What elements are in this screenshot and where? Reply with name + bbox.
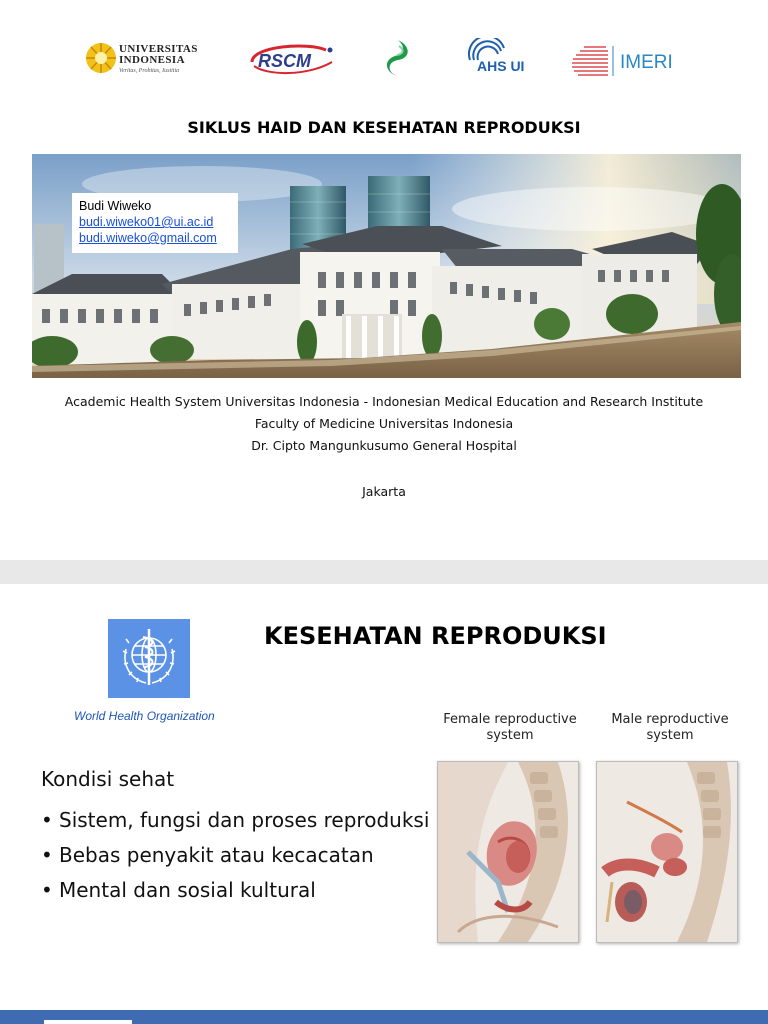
condition-heading: Kondisi sehat bbox=[41, 767, 175, 791]
ui-logo-name-2: INDONESIA bbox=[119, 54, 185, 66]
slide-1-title: SIKLUS HAID DAN KESEHATAN REPRODUKSI bbox=[187, 118, 581, 137]
author-email-link-2[interactable]: budi.wiweko@gmail.com bbox=[79, 231, 217, 245]
female-caption-line-2: system bbox=[486, 728, 534, 743]
female-caption-line-1: Female reproductive bbox=[443, 712, 577, 727]
hospital-banner-image bbox=[32, 154, 741, 378]
ui-logo-name-1: UNIVERSITAS bbox=[119, 43, 198, 55]
next-slide-logo-chip bbox=[44, 1020, 132, 1024]
bullet-item: • Sistem, fungsi dan proses reproduksi bbox=[41, 808, 430, 832]
rscm-logo-text: RSCM bbox=[258, 51, 311, 71]
bullet-item-text: Sistem, fungsi dan proses reproduksi bbox=[59, 808, 430, 832]
male-caption-line-2: system bbox=[646, 728, 694, 743]
condition-bullet-list bbox=[41, 803, 429, 908]
female-reproductive-illustration bbox=[437, 761, 579, 943]
imeri-logo-text: IMERI bbox=[620, 52, 673, 73]
imeri-logo bbox=[570, 44, 674, 78]
affiliation-line-1: Academic Health System Universitas Indonesia - Indonesian Medical Education and Research Institute bbox=[64, 394, 704, 409]
ui-logo-tagline: Veritas, Probitas, Iustitia bbox=[119, 68, 180, 74]
bullet-item: • Bebas penyakit atau kecacatan bbox=[41, 843, 374, 867]
ui-emblem-icon bbox=[85, 40, 117, 76]
green-logo bbox=[383, 38, 413, 78]
affiliation-line-3: Dr. Cipto Mangunkusumo General Hospital bbox=[251, 438, 517, 453]
affiliation-city: Jakarta bbox=[362, 484, 406, 499]
imeri-lines-icon bbox=[570, 44, 614, 78]
affiliation-line-2: Faculty of Medicine Universitas Indonesia bbox=[254, 416, 514, 431]
rscm-logo bbox=[248, 40, 338, 78]
ahs-ui-logo bbox=[464, 38, 532, 80]
ui-logo bbox=[85, 40, 205, 78]
slide-2-title: KESEHATAN REPRODUKSI bbox=[264, 622, 607, 650]
bullet-item: • Mental dan sosial kultural bbox=[41, 878, 316, 902]
author-info-box bbox=[72, 193, 238, 253]
bullet-item-text: Bebas penyakit atau kecacatan bbox=[59, 843, 374, 867]
author-name: Budi Wiweko bbox=[79, 199, 152, 213]
male-caption bbox=[603, 712, 737, 744]
bullet-item-text: Mental dan sosial kultural bbox=[59, 878, 316, 902]
ahs-ui-logo-text: AHS UI bbox=[477, 58, 525, 74]
female-caption bbox=[440, 712, 580, 744]
author-email-link-1[interactable]: budi.wiweko01@ui.ac.id bbox=[79, 215, 214, 229]
who-emblem-icon bbox=[108, 619, 190, 698]
green-leaf-icon bbox=[383, 38, 413, 78]
who-logo bbox=[108, 619, 190, 698]
male-reproductive-illustration bbox=[596, 761, 738, 943]
who-caption: World Health Organization bbox=[74, 709, 215, 723]
male-caption-line-1: Male reproductive bbox=[611, 712, 729, 727]
